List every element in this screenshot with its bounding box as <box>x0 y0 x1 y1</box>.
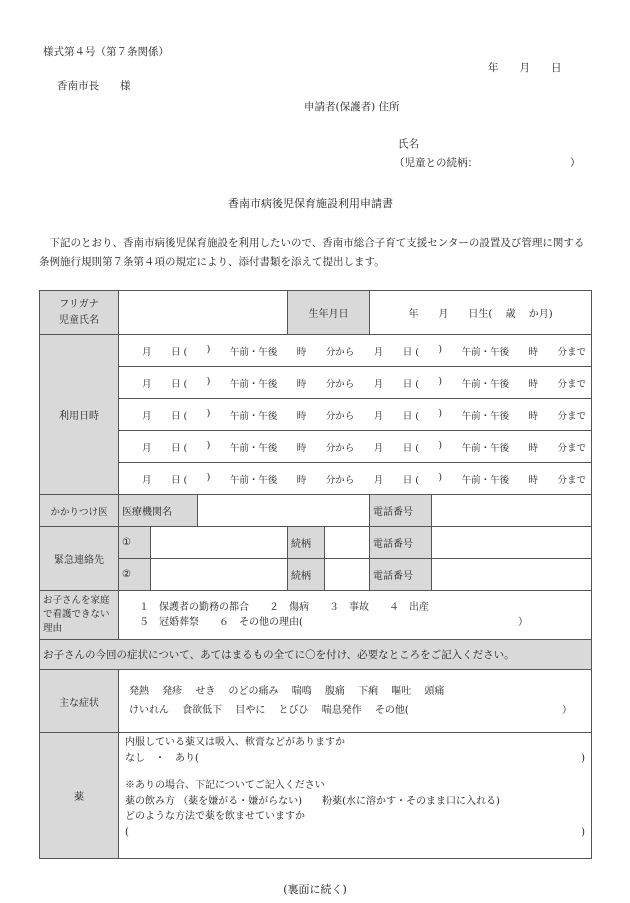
contact-1-relation-field[interactable] <box>325 527 370 559</box>
minute-from-label: 分から <box>325 410 355 422</box>
minute-to-label: 分まで <box>557 378 587 390</box>
symptoms-line-1: 発熱 発疹 せき のどの痛み 喘鳴 腹痛 下痢 嘔吐 頭痛 <box>129 686 445 697</box>
medicine-method-open: ( <box>125 826 129 838</box>
usage-slot-line <box>122 408 588 422</box>
medicine-yes-no <box>125 751 585 767</box>
month-label: 月 <box>373 442 384 454</box>
medical-institution-field[interactable] <box>198 495 370 527</box>
am-pm-label: 午前・午後 <box>461 442 510 454</box>
usage-slot-line <box>122 472 588 486</box>
day-label: 日 ( <box>170 378 188 390</box>
child-name-text: 児童氏名 <box>59 314 99 326</box>
main-symptoms-options[interactable] <box>119 670 592 733</box>
am-pm-label: 午前・午後 <box>229 442 278 454</box>
birthdate-field[interactable]: 年 月 日生( 歳 か月) <box>370 291 592 335</box>
minute-from-label: 分から <box>325 474 355 486</box>
minute-from-label: 分から <box>325 346 355 358</box>
relation-label: 続柄 <box>288 559 325 591</box>
contact-2-marker: ② <box>119 559 151 591</box>
symptoms-line-2-text: けいれん 食欲低下 目やに とびひ 喘息発作 その他( <box>129 705 409 716</box>
hour-label: 時 <box>296 410 307 422</box>
am-pm-label: 午前・午後 <box>461 410 510 422</box>
weekday-close: ) <box>438 375 443 387</box>
hour-label: 時 <box>528 442 539 454</box>
weekday-close: ) <box>438 407 443 419</box>
reason-close: ） <box>518 617 529 628</box>
weekday-close: ) <box>206 471 211 483</box>
month-label: 月 <box>142 474 152 486</box>
day-label: 日 ( <box>402 346 419 358</box>
day-label: 日 ( <box>402 410 419 422</box>
continued-on-back: (裏面に続く) <box>283 883 347 896</box>
usage-slot-2[interactable] <box>119 367 592 399</box>
spacer <box>125 766 585 778</box>
usage-slot-line <box>122 440 588 454</box>
contact-1-marker: ① <box>119 527 151 559</box>
medical-institution-label: 医療機関名 <box>119 495 198 527</box>
contact-1-name-field[interactable] <box>151 527 288 559</box>
contact-2-phone-field[interactable] <box>432 559 592 591</box>
day-label: 日 ( <box>170 346 188 358</box>
minute-from-label: 分から <box>325 442 355 454</box>
furigana-label: フリガナ <box>59 299 99 310</box>
minute-to-label: 分まで <box>557 442 587 454</box>
child-name-field[interactable] <box>119 291 288 335</box>
month-label: 月 <box>373 378 384 390</box>
minute-to-label: 分まで <box>557 474 587 486</box>
contact-2-relation-field[interactable] <box>325 559 370 591</box>
minute-from-label: 分から <box>325 378 355 390</box>
month-label: 月 <box>373 474 384 486</box>
medicine-yes-no-close: ) <box>581 752 586 764</box>
day-label: 日 ( <box>170 474 188 486</box>
day-label: 日 ( <box>402 378 419 390</box>
addressee: 香南市長 様 <box>57 80 131 92</box>
usage-slot-4[interactable] <box>119 431 592 463</box>
month-label: 月 <box>373 410 384 422</box>
am-pm-label: 午前・午後 <box>229 410 278 422</box>
family-doctor-label: かかりつけ医 <box>40 495 119 527</box>
birthdate-label: 生年月日 <box>288 291 370 335</box>
hour-label: 時 <box>296 442 307 454</box>
day-label: 日 ( <box>402 442 419 454</box>
weekday-close: ) <box>438 471 443 483</box>
month-label: 月 <box>142 346 152 358</box>
hour-label: 時 <box>296 474 307 486</box>
medicine-method-field <box>125 825 585 841</box>
phone-label: 電話番号 <box>370 527 432 559</box>
medicine-label: 薬 <box>40 733 119 859</box>
doctor-phone-field[interactable] <box>432 495 592 527</box>
care-reason-options[interactable] <box>119 591 592 640</box>
phone-label: 電話番号 <box>370 559 432 591</box>
phone-label: 電話番号 <box>370 495 432 527</box>
am-pm-label: 午前・午後 <box>461 474 510 486</box>
month-label: 月 <box>373 346 384 358</box>
emergency-contact-label: 緊急連絡先 <box>40 527 119 591</box>
relation-label: 続柄 <box>288 527 325 559</box>
applicant-address-label: 申請者(保護者) 住所 <box>304 101 400 113</box>
weekday-close: ) <box>438 343 443 355</box>
medicine-question-1: 内服している薬又は吸入、軟膏などがありますか <box>125 737 345 748</box>
hour-label: 時 <box>528 346 539 358</box>
relation-label: （児童との続柄： <box>394 157 478 169</box>
am-pm-label: 午前・午後 <box>229 346 278 358</box>
symptoms-instruction: お子さんの今回の症状について、あてはまるもの全てに〇を付け、必要なところをご記入ください。 <box>40 640 592 670</box>
minute-to-label: 分まで <box>557 346 587 358</box>
am-pm-label: 午前・午後 <box>461 378 510 390</box>
care-reason-label: お子さんを家庭で看護できない理由 <box>40 591 119 640</box>
reason-line-2 <box>139 615 588 631</box>
usage-slot-3[interactable] <box>119 399 592 431</box>
medicine-howto: 薬の飲み方 （薬を嫌がる・嫌がらない) 粉薬(水に溶かす・そのまま口に入れる) <box>125 795 500 807</box>
application-date: 年 月 日 <box>488 62 562 74</box>
reason-line-1: １ 保護者の勤務の都合 ２ 傷病 ３ 事故 ４ 出産 <box>139 601 429 613</box>
application-form-table <box>39 290 592 859</box>
usage-slot-5[interactable] <box>119 463 592 495</box>
day-label: 日 ( <box>402 474 419 486</box>
weekday-close: ) <box>206 407 211 419</box>
am-pm-label: 午前・午後 <box>229 474 278 486</box>
medicine-method-close: ) <box>581 826 586 838</box>
medicine-yes-no-text: なし ・ あり( <box>125 752 199 764</box>
hour-label: 時 <box>528 474 539 486</box>
relation-close: ） <box>570 157 581 169</box>
applicant-name-label: 氏名 <box>398 138 419 150</box>
hour-label: 時 <box>528 410 539 422</box>
reason-line-2-text: ５ 冠婚葬祭 ６ その他の理由( <box>139 617 303 628</box>
medicine-section[interactable] <box>119 733 592 859</box>
hour-label: 時 <box>296 346 307 358</box>
month-label: 月 <box>142 378 152 390</box>
child-name-label <box>40 291 119 335</box>
main-symptoms-label: 主な症状 <box>40 670 119 733</box>
document-title: 香南市病後児保育施設利用申請書 <box>228 197 393 210</box>
medicine-note: ※ありの場合、下記についてご記入ください <box>125 780 325 791</box>
usage-slot-line <box>122 344 588 358</box>
contact-2-name-field[interactable] <box>151 559 288 591</box>
minute-to-label: 分まで <box>557 410 587 422</box>
am-pm-label: 午前・午後 <box>461 346 510 358</box>
usage-datetime-label: 利用日時 <box>40 335 119 495</box>
month-label: 月 <box>142 410 152 422</box>
usage-slot-1[interactable] <box>119 335 592 367</box>
weekday-close: ) <box>438 439 443 451</box>
day-label: 日 ( <box>170 410 188 422</box>
symptoms-close: ） <box>562 705 573 716</box>
usage-slot-line <box>122 376 588 390</box>
weekday-close: ) <box>206 343 211 355</box>
day-label: 日 ( <box>170 442 188 454</box>
weekday-close: ) <box>206 439 211 451</box>
am-pm-label: 午前・午後 <box>229 378 278 390</box>
contact-1-phone-field[interactable] <box>432 527 592 559</box>
month-label: 月 <box>142 442 152 454</box>
symptoms-line-2 <box>129 701 588 720</box>
hour-label: 時 <box>296 378 307 390</box>
form-number: 様式第４号（第７条関係） <box>43 46 169 58</box>
weekday-close: ) <box>206 375 211 387</box>
intro-paragraph: 下記のとおり、香南市病後児保育施設を利用したいので、香南市総合子育て支援センターの設置及び管理に関する条例施行規則第７条第４項の規定により、添付書類を添えて提出します。 <box>39 237 585 268</box>
hour-label: 時 <box>528 378 539 390</box>
medicine-question-2: どのような方法で薬を飲ませていますか <box>125 811 305 822</box>
